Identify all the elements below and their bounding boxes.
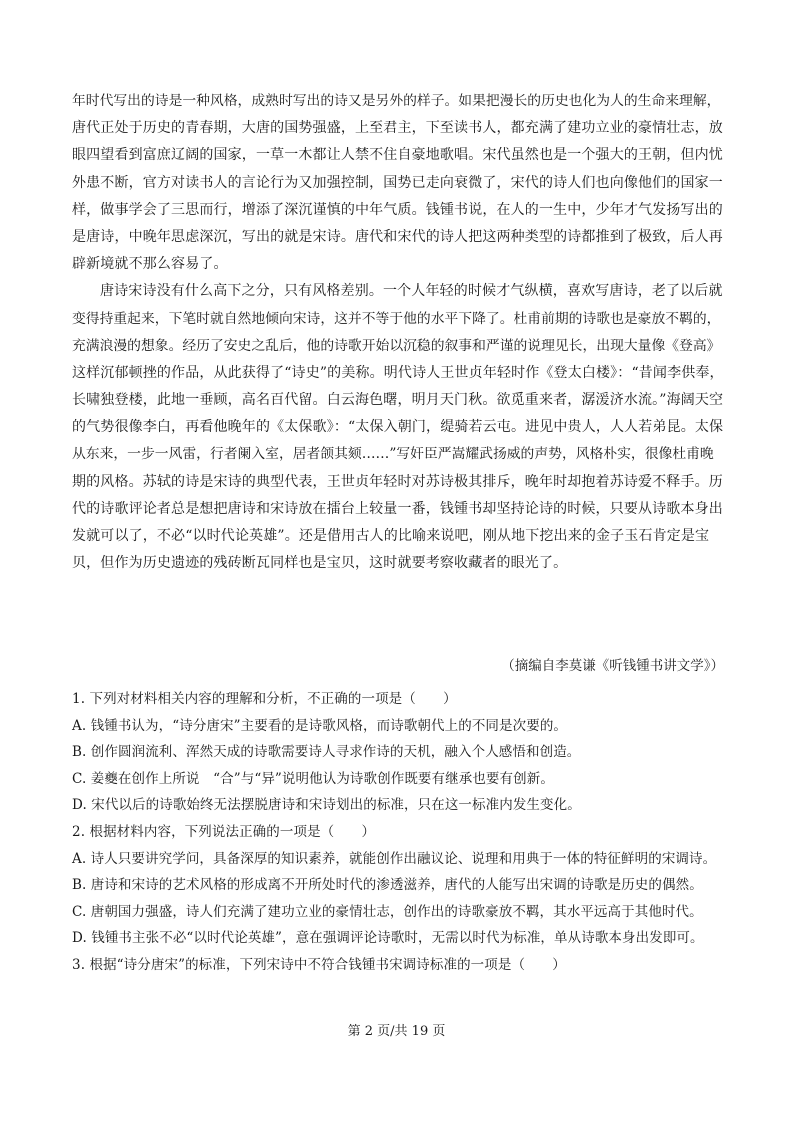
answer-option-a[interactable]: A. 钱锺书认为，“诗分唐宋”主要看的是诗歌风格，而诗歌朝代上的不同是次要的。 (72, 717, 568, 734)
question-2 (72, 819, 732, 952)
paragraph-2 (72, 278, 725, 577)
text-line: 年时代写出的诗是一种风格，成熟时写出的诗又是另外的样子。如果把漫长的历史也化为人的生命来理解， (72, 93, 721, 109)
answer-option-d[interactable]: D. 钱锺书主张不必“以时代论英雄”，意在强调评论诗歌时，无需以时代为标准，单从诗歌本身出发即可。 (72, 930, 704, 947)
answer-option-d[interactable]: D. 宋代以后的诗歌始终无法摆脱唐诗和宋诗划出的标准，只在这一标准内发生变化。 (72, 797, 581, 814)
question-section (72, 686, 732, 979)
text-line: 样，做事学会了三思而行，增添了深沉谨慎的中年气质。钱锺书说，在人的一生中，少年才气发扬写出的 (72, 201, 723, 218)
text-line: 充满浪漫的想象。经历了安史之乱后，他的诗歌开始以沉稳的叙事和严谨的说理见长，出现大量像《登高》 (72, 337, 721, 354)
text-line: 是唐诗，中晚年思虑深沉，写出的就是宋诗。唐代和宋代的诗人把这两种类型的诗都推到了极致，后人再 (72, 228, 723, 245)
answer-option-c[interactable]: C. 唐朝国力强盛，诗人们充满了建功立业的豪情壮志，创作出的诗歌豪放不羁，其水平远高于其他时代。 (72, 903, 703, 920)
question-3 (72, 952, 732, 979)
text-line: 代的诗歌评论者总是想把唐诗和宋诗放在擂台上较量一番，钱锺书却坚持论诗的时候，只要从诗歌本身出 (72, 500, 723, 517)
answer-option-b[interactable]: B. 唐诗和宋诗的艺术风格的形成离不开所处时代的渗透滋养，唐代的人能写出宋调的诗歌是历史的偶然。 (72, 877, 703, 894)
answer-option-a[interactable]: A. 诗人只要讲究学问，具备深厚的知识素养，就能创作出融议论、说理和用典于一体的特征鲜明的宋调诗。 (72, 850, 717, 867)
answer-option-c[interactable]: C. 姜夔在创作上所说 “合”与“异”说明他认为诗歌创作既要有继承也要有创新。 (72, 770, 554, 787)
paragraph-1 (72, 88, 725, 278)
text-line: 长啸独登楼，此地一垂顾，高名百代留。白云海色曙，明月天门秋。欲觅重来者，潺湲济水流。”海阔天空 (72, 392, 724, 409)
question-1 (72, 686, 732, 819)
page-number: 第 2 页/共 19 页 (347, 1024, 446, 1039)
question-stem: 2. 根据材料内容，下列说法正确的一项是（ ） (72, 823, 376, 840)
text-line: 外患不断，官方对读书人的言论行为又加强控制，国势已走向衰微了，宋代的诗人们也向像他们的国家一 (72, 174, 723, 191)
text-line: 这样沉郁顿挫的作品，从此获得了“诗史”的美称。明代诗人王世贞年轻时作《登太白楼》：“昔闻李供奉， (72, 364, 724, 381)
question-stem: 3. 根据“诗分唐宋”的标准，下列宋诗中不符合钱锺书宋调诗标准的一项是（ ） (72, 956, 566, 973)
question-stem: 1. 下列对材料相关内容的理解和分析，不正确的一项是（ ） (72, 691, 457, 707)
text-line: 的气势很像李白，再看他晚年的《太保歌》：“太保入朝门，缇骑若云屯。进见中贵人，人人若弟昆。太保 (72, 419, 724, 436)
text-line: 从东来，一步一风雷，行者阑入室，居者颌其颏……”写奸臣严嵩耀武扬威的声势，风格朴实，很像杜甫晚 (72, 446, 714, 463)
text-line: 发就可以了，不必“以时代论英雄”。还是借用古人的比喻来说吧，刚从地下挖出来的金子玉石肯定是宝 (72, 528, 710, 544)
text-line: 唐诗宋诗没有什么高下之分，只有风格差别。一个人年轻的时候才气纵横，喜欢写唐诗，老了以后就 (100, 283, 723, 300)
text-line: 辟新境就不那么容易了。 (72, 256, 228, 273)
text-line: 变得持重起来，下笔时就自然地倾向宋诗，这并不等于他的水平下降了。杜甫前期的诗歌也是豪放不羁的， (72, 310, 721, 327)
passage-body (72, 88, 725, 577)
text-line: 眼四望看到富庶辽阔的国家，一草一木都让人禁不住自豪地歌唱。宋代虽然也是一个强大的王朝，但内忧 (72, 147, 723, 164)
text-line: 期的风格。苏轼的诗是宋诗的典型代表，王世贞年轻时对苏诗极其排斥，晚年时却抱着苏诗爱不释手。历 (72, 473, 723, 490)
source-citation: （摘编自李莫谦《听钱锺书讲文学》） (501, 658, 724, 674)
text-line: 唐代正处于历史的青春期，大唐的国势强盛，上至君主，下至读书人，都充满了建功立业的豪情壮志，放 (72, 120, 723, 137)
text-line: 贝，但作为历史遗迹的残砖断瓦同样也是宝贝，这时就要考察收藏者的眼光了。 (72, 555, 568, 572)
answer-option-b[interactable]: B. 创作圆润流利、浑然天成的诗歌需要诗人寻求作诗的天机，融入个人感悟和创造。 (72, 744, 581, 761)
